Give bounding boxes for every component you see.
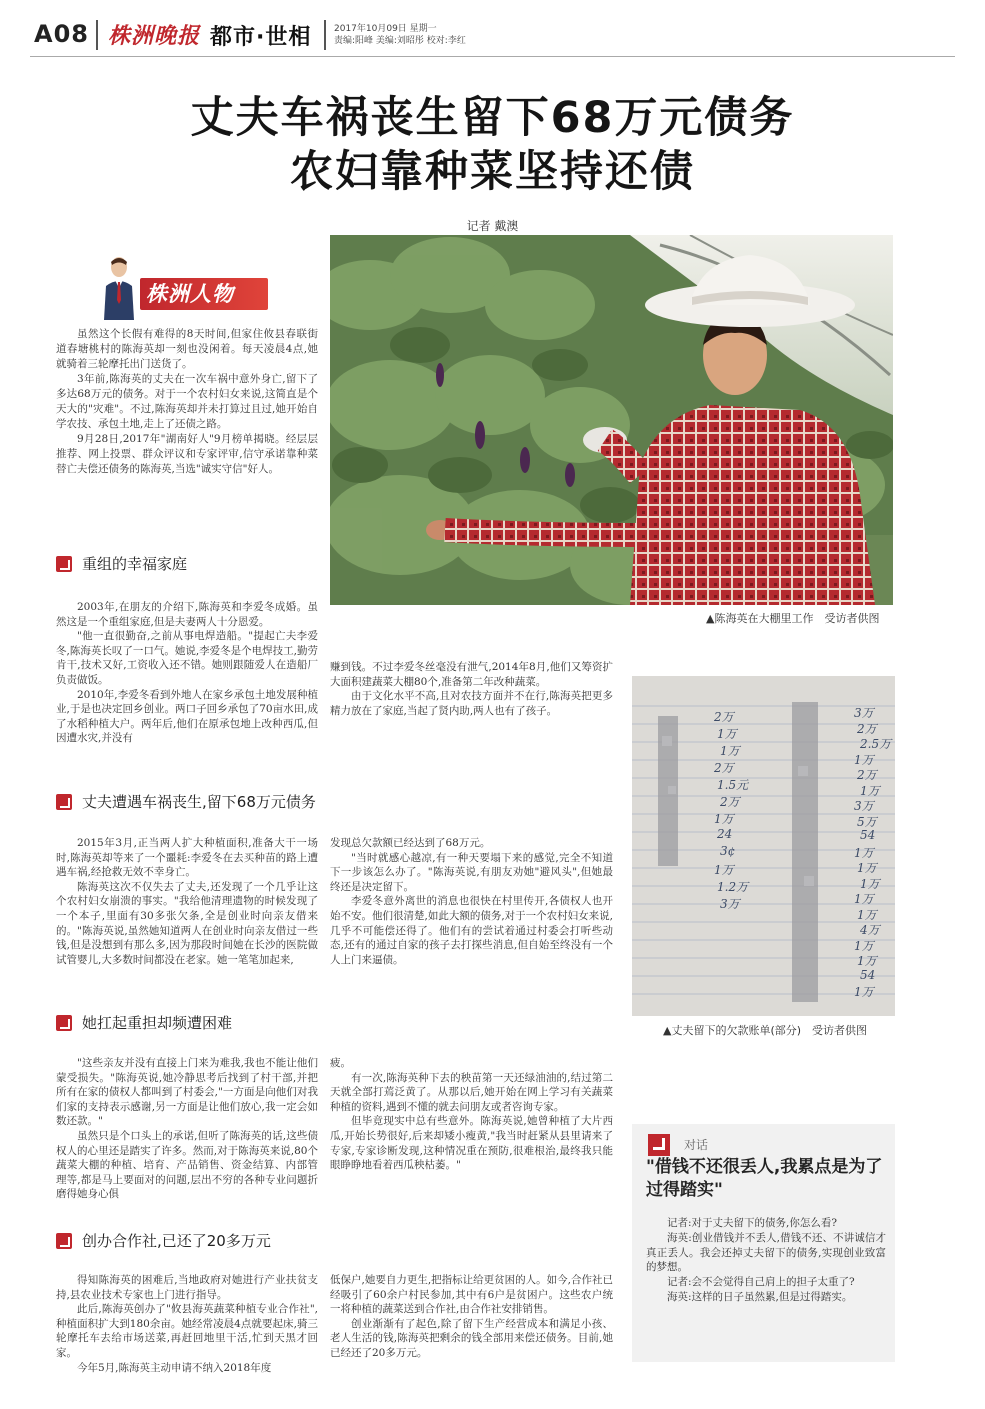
ledger-entry: 3万 [854,799,874,813]
header-divider [324,20,326,50]
ledger-entry: 2万 [714,710,734,724]
headline-line-1: 丈夫车祸丧生留下68万元债务 [190,93,795,143]
section-body-col-1 [56,836,318,967]
body-paragraph: 2003年,在朋友的介绍下,陈海英和李爱冬成婚。虽然这是一个重组家庭,但是夫妻两人十分恩爱。 [56,601,318,628]
greenhouse-photo [330,235,893,605]
arrow-marker-icon [56,794,72,810]
dialogue-box [632,1124,895,1362]
arrow-marker-icon [56,1015,72,1031]
ledger-entry: 1万 [857,861,877,875]
arrow-marker-icon [56,556,72,572]
ledger-entry: 3万 [854,706,874,720]
arrow-marker-icon [56,1233,72,1249]
ledger-entry: 4万 [860,923,880,937]
body-paragraph: 李爱冬意外离世的消息也很快在村里传开,各债权人也开始不安。他们很清楚,如此大额的债务,对于一个农村妇女来说,几乎不可能偿还得了。他们有的尝试着通过村委会打听些动态,还有的通过自家的孩子去打探些消息,但自始至终没有一个人上门来逼债。 [330,895,614,966]
dialogue-title: "借钱不还很丢人,我累点是为了过得踏实" [646,1157,883,1200]
debt-ledger-photo [632,676,895,1016]
ledger-entry: 54 [860,967,876,982]
body-paragraph: 但毕竟现实中总有些意外。陈海英说,她曾种植了大片西瓜,开始长势很好,后来却矮小瘦黄,"我当时赶紧从县里请来了专家,专家诊断发现,这种情况重在预防,很难根治,最终我只能眼睁睁地看着西瓜秧枯萎。" [330,1115,613,1172]
intro-paragraph: 虽然这个长假有难得的8天时间,但家住攸县春联街道春塘桃村的陈海英却一刻也没闲着。每天凌晨4点,她就骑着三轮摩托出门送货了。 [56,328,318,370]
body-paragraph: 虽然只是个口头上的承诺,但听了陈海英的话,这些债权人的心里还是踏实了许多。然而,对于陈海英来说,80个蔬菜大棚的种植、培育、产品销售、资金结算、内部管理等,都是马上要面对的问题,层出不穷的各种专业问题折磨得她身心俱 [56,1129,318,1201]
body-paragraph: "他一直很勤奋,之前从事电焊造船。"提起亡夫李爱冬,陈海英长叹了一口气。她说,李爱冬是个电焊技工,勤劳肯干,技术又好,工资收入还不错。她则跟随爱人在造船厂负责做饭。 [56,630,319,686]
ledger-entry: 1万 [854,985,874,999]
section-body-col-2 [330,1056,613,1173]
column-label: 株洲人物 [140,278,268,310]
dialogue-line: 海英:这样的日子虽然累,但是过得踏实。 [667,1290,853,1303]
body-paragraph: 有一次,陈海英种下去的秧苗第一天还绿油油的,结过第二天就全部打蔫泛黄了。从那以后,她开始在网上学习有关蔬菜种植的资料,遇到不懂的就去问朋友或者咨询专家。 [330,1071,613,1113]
header-divider [96,20,98,50]
ledger-entry: 2万 [720,795,740,809]
section-body-col-2 [330,660,613,718]
intro-paragraph: 9月28日,2017年"湖南好人"9月榜单揭晓。经层层推荐、网上投票、群众评议和专家评审,信守承诺靠种菜替亡夫偿还债务的陈海英,当选"诚实守信"好人。 [56,433,318,475]
column-badge [96,252,276,324]
greenhouse-photo-illustration [330,235,893,605]
ledger-entry: 24 [717,827,733,841]
section-heading [56,1012,356,1034]
ledger-entry: 2万 [857,721,877,736]
body-paragraph: 疲。 [330,1057,351,1069]
body-paragraph: "这些亲友并没有直接上门来为难我,我也不能让他们蒙受损失。"陈海英说,她冷静思考后找到了村干部,并把所有在家的债权人都叫到了村委会,"一方面是向他们对我们家的支持表示感谢,另一方面是让他们放心,我一定会如数还款。" [56,1057,318,1128]
section-body-col-1 [56,600,318,746]
body-paragraph: 陈海英这次不仅失去了丈夫,还发现了一个几乎让这个农村妇女崩溃的事实。"我给他清理遗物的时候发现了一个本子,里面有30多张欠条,全是创业时向亲友借来的。"陈海英说,虽然她知道两人在创业时向亲友借过一些钱,但是没想到有那么多,因为那段时间她在长沙的医院做试管婴儿,大多数时间都没在老家。她一笔笔加起来, [56,880,318,966]
body-paragraph: 得知陈海英的困难后,当地政府对她进行产业扶贫支持,县农业技术专家也上门进行指导。 [56,1274,318,1301]
issue-date: 2017年10月09日 星期一 [334,24,437,34]
arrow-marker-icon [648,1134,670,1156]
ledger-entry: 1万 [854,892,874,906]
ledger-entry: 1万 [857,954,877,968]
ledger-caption: ▲丈夫留下的欠款账单(部分) 受访者供图 [663,1024,868,1037]
body-paragraph: 2010年,李爱冬看到外地人在家乡承包土地发展种植业,于是也决定回乡创业。两口子回乡承包了70亩水田,成了水稻种植大户。两年后,他们在原承包地上改种西瓜,但因遭水灾,并没有 [56,688,318,745]
editor-credits: 责编:阳峰 美编:刘昭彤 校对:李红 [334,36,466,46]
ledger-entry: 1.2万 [717,880,749,894]
ledger-entry: 3万 [720,897,740,911]
body-paragraph: 低保户,她要自力更生,把指标让给更贫困的人。如今,合作社已经吸引了60余户村民参加,其中有6户是贫困户。这些农户统一将种植的蔬菜送到合作社,由合作社安排销售。 [330,1274,614,1316]
dialogue-line: 记者:对于丈夫留下的债务,你怎么看? [667,1217,838,1229]
ledger-entry: 1万 [854,845,874,860]
ledger-entry: 1万 [860,876,880,891]
body-paragraph: 发现总欠款额已经达到了68万元。 [330,837,491,849]
ledger-entry: 3¢ [720,844,736,858]
section-heading-text: 她扛起重担却频遭困难 [82,1014,233,1032]
body-paragraph: 2015年3月,正当两人扩大种植面积,准备大干一场时,陈海英却等来了一个噩耗:李爱冬在去买种苗的路上遭遇车祸,经抢救无效不幸身亡。 [56,837,318,879]
section-heading [56,791,616,813]
ledger-entry: 1万 [717,727,737,741]
byline: 记者 戴澳 [466,219,519,233]
section-body-col-1 [56,1273,318,1375]
page-number: A08 [34,20,89,48]
body-paragraph: 此后,陈海英创办了"攸县海英蔬菜种植专业合作社",种植面积扩大到180余亩。她经常凌晨4点就要起床,骑三轮摩托车去给市场送菜,再赶回地里干活,忙到天黑才回家。 [56,1303,318,1359]
header-rule [30,56,955,57]
section-heading-text: 重组的幸福家庭 [82,555,188,573]
section-heading [56,553,318,575]
body-paragraph: 创业渐渐有了起色,除了留下生产经营成本和满足小孩、老人生活的钱,陈海英把剩余的钱全部用来偿还债务。目前,她已经还了20多万元。 [330,1317,613,1359]
body-paragraph: 由于文化水平不高,且对农技方面并不在行,陈海英把更多精力放在了家庭,当起了贤内助,两人也有了孩子。 [330,690,613,717]
dialogue-label: 对话 [684,1138,709,1152]
section-heading [56,1230,376,1252]
newspaper-logo: 株洲晚报 [108,23,201,49]
body-paragraph: "当时就感心越凉,有一种天要塌下来的感觉,完全不知道下一步该怎么办了。"陈海英说,有朋友劝她"避风头",但她最终还是决定留下。 [330,851,613,893]
dialogue-body [646,1216,886,1305]
photo-caption: ▲陈海英在大棚里工作 受访者供图 [706,612,880,625]
section-body-col-1 [56,1056,318,1202]
article-intro [56,327,318,477]
ledger-entry: 1万 [720,744,740,758]
ledger-entry: 1万 [857,907,877,922]
ledger-entry: 2万 [857,768,877,782]
ledger-entry: 1.5元 [717,778,749,792]
ledger-entry: 1万 [860,783,880,798]
intro-paragraph: 3年前,陈海英的丈夫在一次车祸中意外身亡,留下了多达68万元的债务。对于一个农村妇女来说,这简直是个天大的"灾难"。不过,陈海英却并未打算过且过,她开始自学农技、承包土地,走上了还债之路。 [56,373,318,430]
dialogue-line: 记者:会不会觉得自己肩上的担子太重了? [667,1276,855,1289]
section-body-col-2 [330,836,613,967]
dialogue-line: 海英:创业借钱并不丢人,借钱不还、不讲诚信才真正丢人。我会还掉丈夫留下的债务,实现创业致富的梦想。 [646,1231,886,1274]
section-title: 都市·世相 [210,25,312,50]
ledger-entry: 2.5万 [860,737,892,751]
section-heading-text: 丈夫遭遇车祸丧生,留下68万元债务 [82,793,316,811]
ledger-entry: 54 [860,828,876,842]
body-paragraph: 今年5月,陈海英主动申请不纳入2018年度 [77,1361,272,1374]
ledger-entry: 1万 [854,752,874,767]
section-heading-text: 创办合作社,已还了20多万元 [82,1232,271,1250]
ledger-entry: 5万 [857,814,877,829]
ledger-entry: 2万 [714,761,734,775]
businessman-icon [102,254,136,320]
ledger-entry: 1万 [854,938,874,953]
body-paragraph: 赚到钱。不过李爱冬丝毫没有泄气,2014年8月,他们又筹资扩大面积建蔬菜大棚80个,准备第二年改种蔬菜。 [330,661,613,688]
headline-line-2: 农妇靠种菜坚持还债 [290,147,695,197]
section-body-col-2 [330,1273,613,1361]
ledger-entry: 1万 [714,812,734,826]
ledger-entry: 1万 [714,863,734,877]
